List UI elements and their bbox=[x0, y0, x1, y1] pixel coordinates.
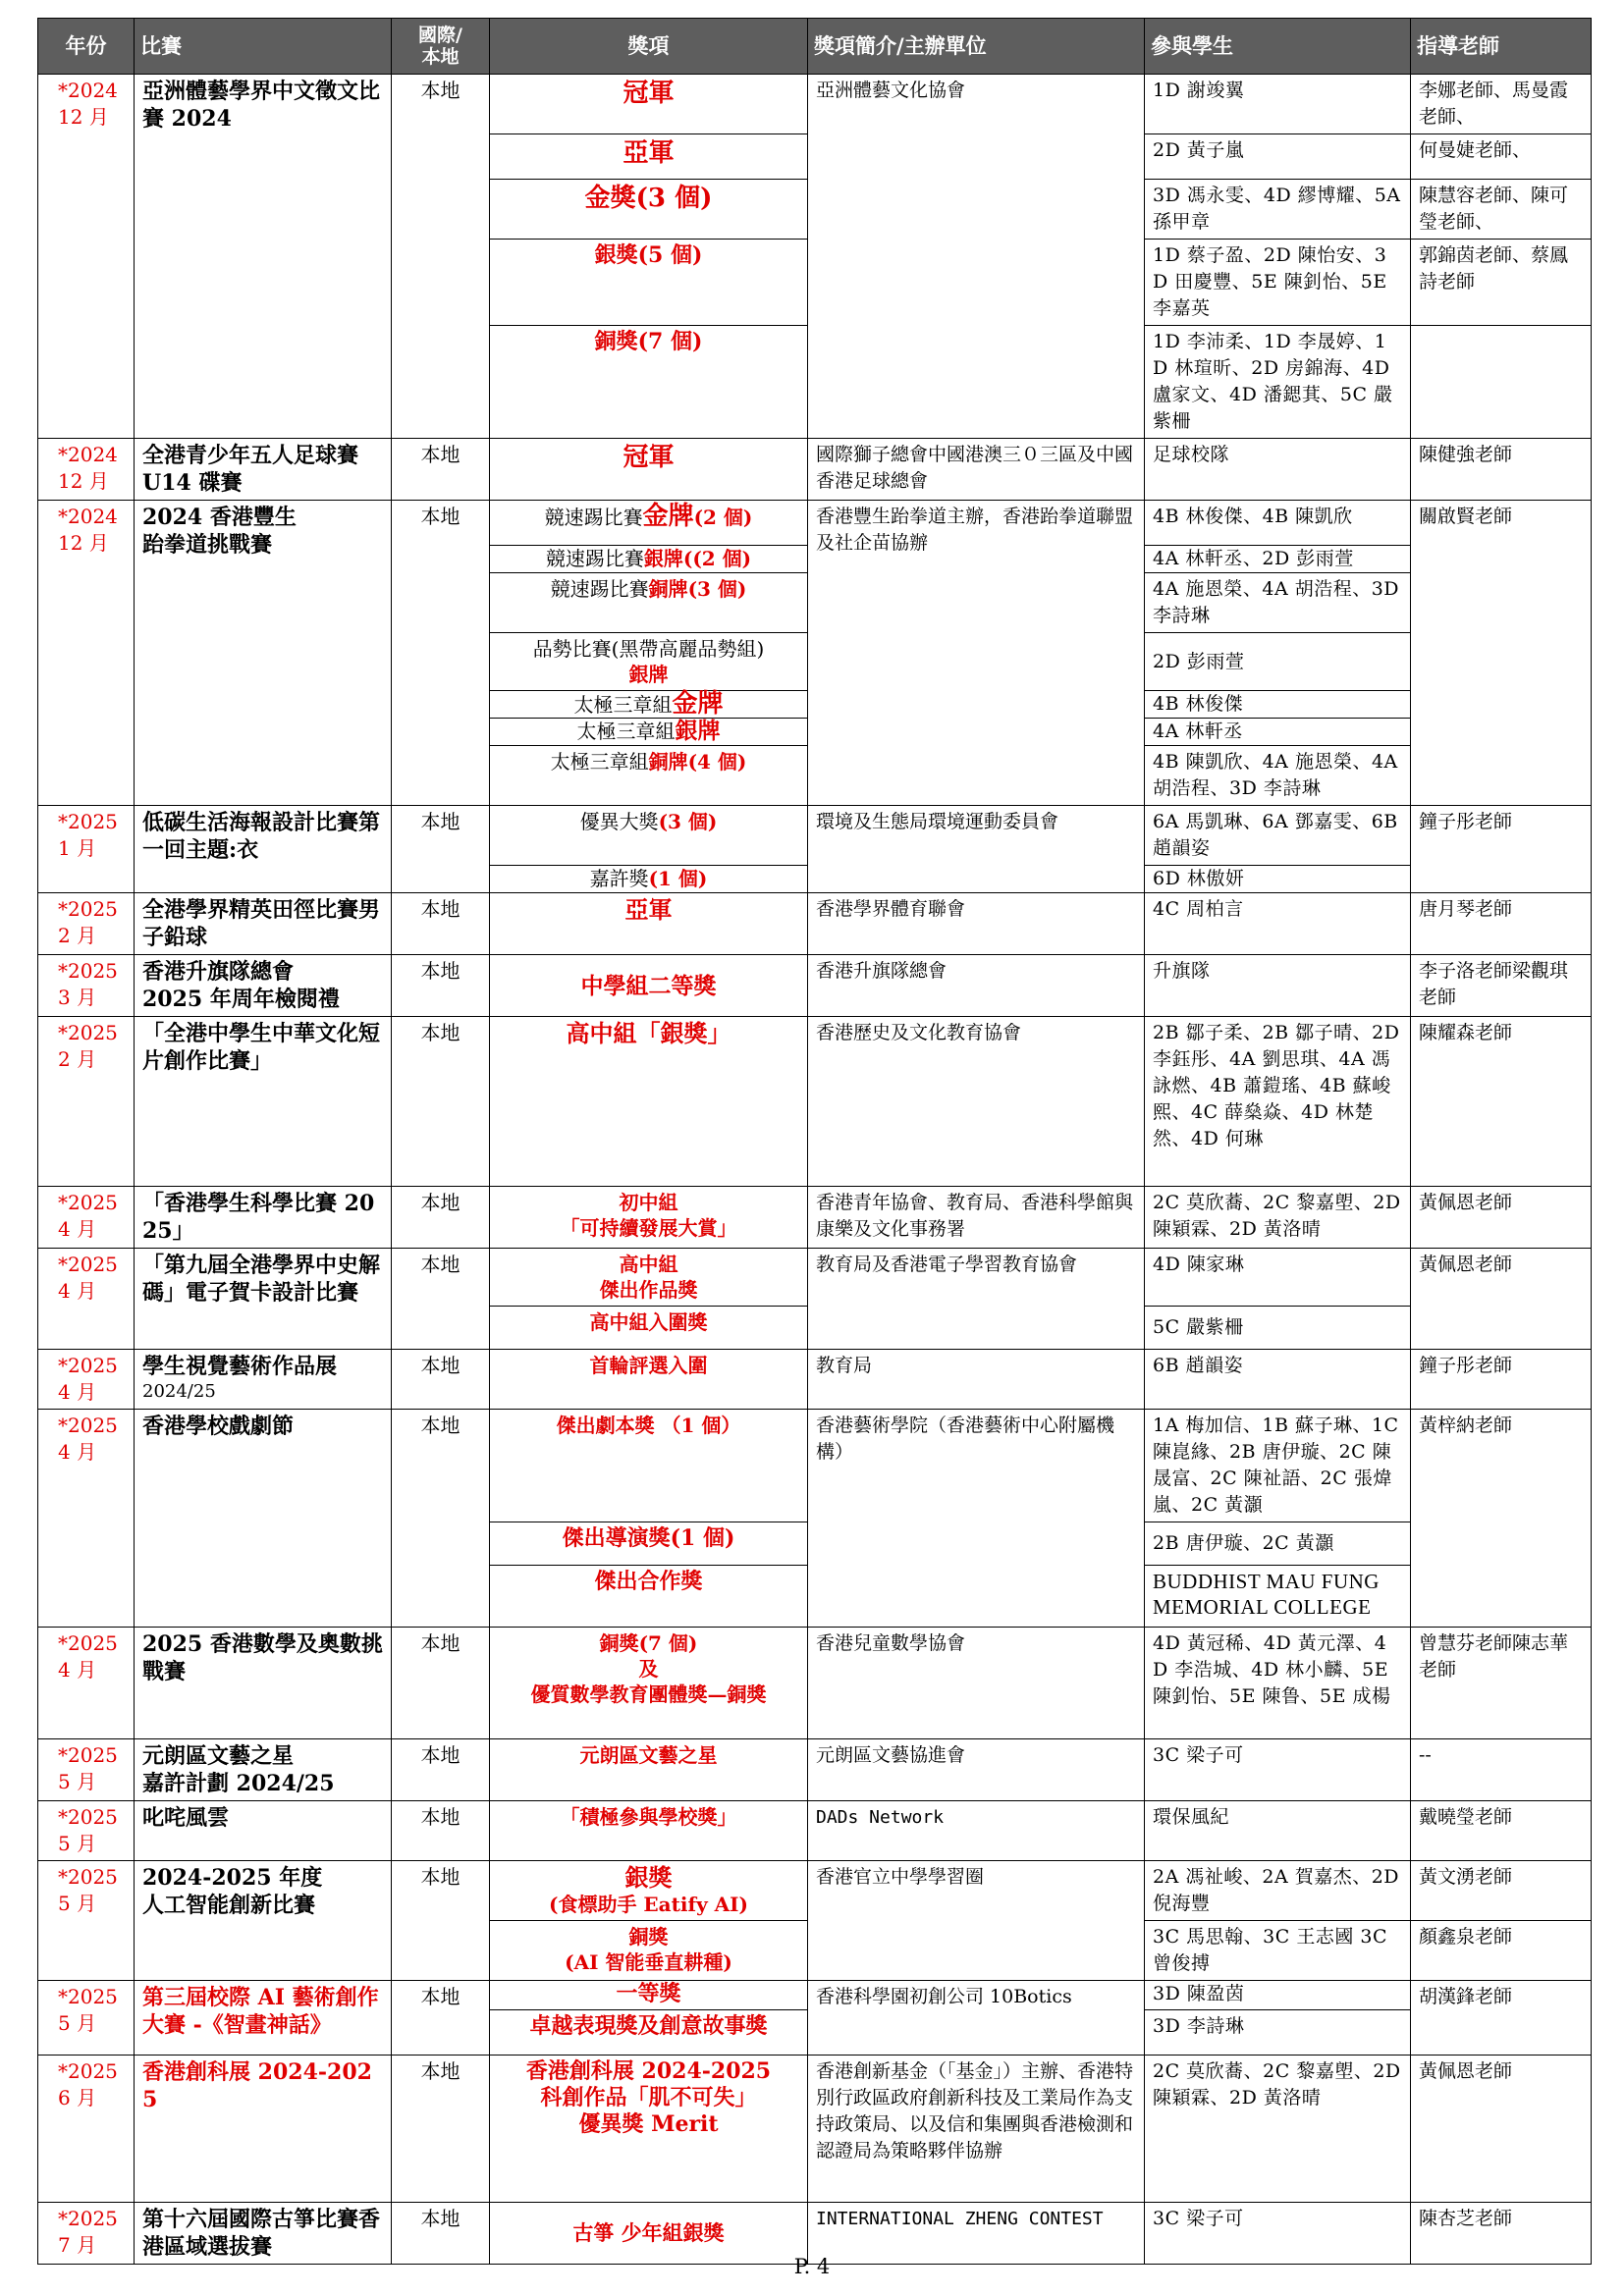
students-cell: 6A 馬凱琳、6A 鄧嘉雯、6B 趙韻姿 bbox=[1145, 806, 1411, 866]
table-row bbox=[38, 501, 1592, 546]
students-cell: 3D 李詩琳 bbox=[1145, 2010, 1411, 2056]
award-cell bbox=[490, 2056, 808, 2203]
date-cell bbox=[38, 1187, 135, 1249]
award-cell bbox=[490, 746, 808, 806]
award-cell: 銀獎(5 個) bbox=[490, 240, 808, 326]
students-cell: 2C 莫欣蕎、2C 黎嘉塱、2D 陳穎霖、2D 黃洛晴 bbox=[1145, 1187, 1411, 1249]
competition-name: 「第九屆全港學界中史解碼」電子賀卡設計比賽 bbox=[135, 1249, 392, 1350]
award-highlight: 金牌 bbox=[642, 502, 694, 531]
competition-name: 亞洲體藝學界中文徵文比賽 2024 bbox=[135, 75, 392, 439]
scope-cell: 本地 bbox=[392, 501, 490, 806]
organizer-cell: 環境及生態局環境運動委員會 bbox=[808, 806, 1145, 893]
competition-name bbox=[135, 1350, 392, 1410]
organizer-cell: 香港科學園初創公司 10Botics bbox=[808, 1981, 1145, 2056]
awards-document bbox=[37, 18, 1591, 2265]
competition-name-line: 2024-2025 年度 bbox=[142, 1865, 323, 1891]
award-count: (1 個) bbox=[648, 867, 708, 890]
scope-cell: 本地 bbox=[392, 1249, 490, 1350]
students-cell: 4D 黃冠稀、4D 黃元澤、4D 李浩城、4D 林小麟、5E 陳釗怡、5E 陳鲁、5E 成楊 bbox=[1145, 1628, 1411, 1739]
competition-name-line: 學生視覺藝術作品展 bbox=[142, 1354, 338, 1379]
date-month: 4 月 bbox=[58, 1440, 97, 1464]
scope-cell: 本地 bbox=[392, 1350, 490, 1410]
organizer-cell: 香港創新基金（「基金」）主辦、香港特別行政區政府創新科技及工業局作為支持政策局、以及信和集團與香港檢測和認證局為策略夥伴協辦 bbox=[808, 2056, 1145, 2203]
competition-name: 全港學界精英田徑比賽男子鉛球 bbox=[135, 893, 392, 955]
award-prefix: 太極三章組 bbox=[576, 720, 676, 743]
date-year: *2025 bbox=[58, 2059, 118, 2083]
award-cell bbox=[490, 1921, 808, 1981]
award-line: 及 bbox=[638, 1657, 659, 1681]
competition-name-line: 香港升旗隊總會 bbox=[142, 959, 295, 985]
organizer-cell: 香港青年協會、教育局、香港科學館與康樂及文化事務署 bbox=[808, 1187, 1145, 1249]
table-row bbox=[38, 2056, 1592, 2203]
table-row bbox=[38, 1628, 1592, 1739]
date-cell bbox=[38, 1350, 135, 1410]
date-year: *2024 bbox=[58, 79, 118, 102]
award-line: 優異獎 Merit bbox=[578, 2111, 719, 2137]
organizer-cell: 香港豐生跆拳道主辦，香港跆拳道聯盟及社企苗協辦 bbox=[808, 501, 1145, 806]
students-cell: 足球校隊 bbox=[1145, 439, 1411, 501]
teachers-cell: 郭錦茵老師、蔡鳳詩老師 bbox=[1411, 240, 1592, 326]
table-row bbox=[38, 806, 1592, 866]
teachers-cell bbox=[1411, 326, 1592, 439]
award-highlight: 銀牌 bbox=[628, 663, 669, 686]
teachers-cell: 陳杏芝老師 bbox=[1411, 2203, 1592, 2265]
scope-cell: 本地 bbox=[392, 2203, 490, 2265]
date-month: 6 月 bbox=[58, 2086, 97, 2109]
teachers-cell: 黃佩恩老師 bbox=[1411, 2056, 1592, 2203]
award-line: 高中組 bbox=[619, 1253, 678, 1276]
teachers-cell: 唐月琴老師 bbox=[1411, 893, 1592, 955]
date-cell bbox=[38, 1628, 135, 1739]
award-cell: 金獎(3 個) bbox=[490, 180, 808, 240]
teachers-cell: 顏鑫泉老師 bbox=[1411, 1921, 1592, 1981]
date-month: 2 月 bbox=[58, 1047, 97, 1071]
award-count: ((2 個) bbox=[682, 547, 752, 570]
table-row bbox=[38, 955, 1592, 1017]
students-cell: 4D 陳家琳 bbox=[1145, 1249, 1411, 1307]
award-line: 「可持續發展大賞」 bbox=[560, 1216, 737, 1240]
students-cell: 1D 蔡子盈、2D 陳怡安、3D 田慶豐、5E 陳釗怡、5E 李嘉英 bbox=[1145, 240, 1411, 326]
award-cell bbox=[490, 1628, 808, 1739]
award-cell: 中學組二等獎 bbox=[490, 955, 808, 1017]
award-prefix: 太極三章組 bbox=[550, 750, 649, 774]
award-cell bbox=[490, 691, 808, 719]
students-cell: 4A 林軒丞、2D 彭雨萱 bbox=[1145, 546, 1411, 573]
date-cell bbox=[38, 1410, 135, 1628]
organizer-cell: 亞洲體藝文化協會 bbox=[808, 75, 1145, 439]
award-count: (3 個) bbox=[687, 577, 747, 601]
award-prefix: 競速踢比賽 bbox=[544, 506, 643, 529]
date-year: *2025 bbox=[58, 1021, 118, 1044]
date-cell bbox=[38, 501, 135, 806]
date-month: 5 月 bbox=[58, 1892, 97, 1915]
table-row bbox=[38, 1410, 1592, 1522]
date-year: *2025 bbox=[58, 1631, 118, 1655]
award-cell bbox=[490, 501, 808, 546]
table-row bbox=[38, 893, 1592, 955]
students-cell: 3D 陳盈茵 bbox=[1145, 1981, 1411, 2010]
header-scope-line1: 國際/ bbox=[418, 25, 462, 46]
award-cell: 「積極參與學校獎」 bbox=[490, 1801, 808, 1861]
award-line: 傑出作品獎 bbox=[599, 1278, 698, 1302]
award-cell: 一等獎 bbox=[490, 1981, 808, 2010]
date-year: *2025 bbox=[58, 1985, 118, 2008]
date-year: *2025 bbox=[58, 1191, 118, 1214]
competition-name: 香港創科展 2024-2025 bbox=[135, 2056, 392, 2203]
competition-name-line: 元朗區文藝之星 bbox=[142, 1743, 295, 1769]
date-cell bbox=[38, 806, 135, 893]
award-cell: 亞軍 bbox=[490, 134, 808, 180]
competition-name: 香港學校戲劇節 bbox=[135, 1410, 392, 1628]
students-cell: 3C 梁子可 bbox=[1145, 1739, 1411, 1801]
award-cell bbox=[490, 719, 808, 746]
award-prefix: 競速踢比賽 bbox=[550, 577, 649, 601]
table-row bbox=[38, 1249, 1592, 1307]
table-row bbox=[38, 1861, 1592, 1921]
competition-name: 低碳生活海報設計比賽第一回主題:衣 bbox=[135, 806, 392, 893]
competition-name: 全港青少年五人足球賽 U14 碟賽 bbox=[135, 439, 392, 501]
students-cell: 1A 梅加信、1B 蘇子琳、1C 陳崑緣、2B 唐伊璇、2C 陳晟富、2C 陳祉語、2C 張煒嵐、2C 黃灝 bbox=[1145, 1410, 1411, 1522]
date-cell bbox=[38, 2056, 135, 2203]
award-prefix: 品勢比賽(黑帶高麗品勢組) bbox=[532, 637, 765, 661]
organizer-cell: DADs Network bbox=[808, 1801, 1145, 1861]
date-year: *2025 bbox=[58, 959, 118, 983]
header-award: 獎項 bbox=[490, 19, 808, 75]
competition-name bbox=[135, 501, 392, 806]
date-month: 5 月 bbox=[58, 2011, 97, 2035]
date-month: 1 月 bbox=[58, 836, 97, 860]
table-row bbox=[38, 439, 1592, 501]
scope-cell: 本地 bbox=[392, 1981, 490, 2056]
date-cell bbox=[38, 893, 135, 955]
date-year: *2025 bbox=[58, 1743, 118, 1767]
organizer-cell: 香港兒童數學協會 bbox=[808, 1628, 1145, 1739]
teachers-cell: 鐘子彤老師 bbox=[1411, 806, 1592, 893]
scope-cell: 本地 bbox=[392, 1628, 490, 1739]
students-cell: 2D 黃子嵐 bbox=[1145, 134, 1411, 180]
date-cell bbox=[38, 1861, 135, 1981]
competition-name: 「全港中學生中華文化短片創作比賽」 bbox=[135, 1017, 392, 1187]
date-cell bbox=[38, 1801, 135, 1861]
organizer-cell: 香港藝術學院（香港藝術中心附屬機構） bbox=[808, 1410, 1145, 1628]
award-line: (食標助手 Eatify AI) bbox=[549, 1893, 748, 1916]
header-year: 年份 bbox=[38, 19, 135, 75]
organizer-cell: 香港升旗隊總會 bbox=[808, 955, 1145, 1017]
teachers-cell: 黃梓納老師 bbox=[1411, 1410, 1592, 1628]
award-line: 香港創科展 2024-2025 bbox=[525, 2058, 772, 2084]
award-line: 優質數學教育團體獎—銅獎 bbox=[530, 1682, 767, 1706]
award-cell: 冠軍 bbox=[490, 75, 808, 134]
award-highlight: 銀牌 bbox=[643, 547, 683, 570]
scope-cell: 本地 bbox=[392, 75, 490, 439]
date-month: 12 月 bbox=[58, 531, 109, 555]
award-prefix: 嘉許獎 bbox=[589, 867, 649, 890]
award-highlight: 銀牌 bbox=[675, 718, 721, 744]
teachers-cell: 李娜老師、馬曼霞老師、 bbox=[1411, 75, 1592, 134]
students-cell: 4B 林俊傑 bbox=[1145, 691, 1411, 719]
date-year: *2025 bbox=[58, 897, 118, 921]
awards-table bbox=[37, 18, 1592, 2265]
award-cell bbox=[490, 1249, 808, 1307]
competition-name-line: 2024/25 bbox=[142, 1381, 216, 1402]
date-year: *2025 bbox=[58, 1354, 118, 1377]
date-month: 7 月 bbox=[58, 2233, 97, 2257]
teachers-cell: 黃佩恩老師 bbox=[1411, 1249, 1592, 1350]
scope-cell: 本地 bbox=[392, 893, 490, 955]
date-month: 3 月 bbox=[58, 986, 97, 1009]
students-cell: 2B 唐伊璇、2C 黃灝 bbox=[1145, 1522, 1411, 1566]
award-cell bbox=[490, 546, 808, 573]
students-cell: 3C 馬思翰、3C 王志國 3C 曾俊搏 bbox=[1145, 1921, 1411, 1981]
date-cell bbox=[38, 955, 135, 1017]
award-cell: 傑出導演獎(1 個) bbox=[490, 1522, 808, 1566]
organizer-cell: 香港歷史及文化教育協會 bbox=[808, 1017, 1145, 1187]
students-cell: 4B 林俊傑、4B 陳凱欣 bbox=[1145, 501, 1411, 546]
table-row bbox=[38, 1981, 1592, 2010]
competition-name bbox=[135, 1861, 392, 1981]
table-row bbox=[38, 1801, 1592, 1861]
date-year: *2025 bbox=[58, 1865, 118, 1889]
award-cell: 傑出劇本獎 （1 個） bbox=[490, 1410, 808, 1522]
competition-name-line: 2025 年周年檢閱禮 bbox=[142, 987, 340, 1012]
teachers-cell: 李子洛老師梁觀琪老師 bbox=[1411, 955, 1592, 1017]
table-row bbox=[38, 1739, 1592, 1801]
award-cell: 卓越表現獎及創意故事獎 bbox=[490, 2010, 808, 2056]
organizer-cell: 元朗區文藝協進會 bbox=[808, 1739, 1145, 1801]
date-month: 12 月 bbox=[58, 105, 109, 129]
award-line: 銅獎(7 個) bbox=[599, 1631, 698, 1655]
header-row bbox=[38, 19, 1592, 75]
scope-cell: 本地 bbox=[392, 439, 490, 501]
table-row bbox=[38, 1350, 1592, 1410]
date-year: *2025 bbox=[58, 1414, 118, 1437]
teachers-cell: -- bbox=[1411, 1739, 1592, 1801]
award-cell: 高中組「銀獎」 bbox=[490, 1017, 808, 1187]
award-line: 銅獎 bbox=[628, 1925, 669, 1949]
date-cell bbox=[38, 75, 135, 439]
students-cell: 4C 周柏言 bbox=[1145, 893, 1411, 955]
students-cell: 2D 彭雨萱 bbox=[1145, 633, 1411, 691]
competition-name: 2025 香港數學及奧數挑戰賽 bbox=[135, 1628, 392, 1739]
date-cell bbox=[38, 1981, 135, 2056]
competition-name: 第十六屆國際古箏比賽香港區域選拔賽 bbox=[135, 2203, 392, 2265]
award-cell: 古箏 少年組銀獎 bbox=[490, 2203, 808, 2265]
scope-cell: 本地 bbox=[392, 2056, 490, 2203]
students-cell: 2B 鄒子柔、2B 鄒子晴、2D 李鈺彤、4A 劉思琪、4A 馮詠燃、4B 蕭鎧瑤、4B 蘇峻熙、4C 薛燊焱、4D 林楚然、4D 何琳 bbox=[1145, 1017, 1411, 1187]
teachers-cell: 陳健強老師 bbox=[1411, 439, 1592, 501]
competition-name: 叱咤風雲 bbox=[135, 1801, 392, 1861]
students-cell: 6D 林傲妍 bbox=[1145, 866, 1411, 893]
table-row bbox=[38, 75, 1592, 134]
organizer-cell: 香港學界體育聯會 bbox=[808, 893, 1145, 955]
date-year: *2025 bbox=[58, 2207, 118, 2230]
award-cell bbox=[490, 1187, 808, 1249]
students-cell: 4B 陳凱欣、4A 施恩榮、4A 胡浩程、3D 李詩琳 bbox=[1145, 746, 1411, 806]
teachers-cell: 關啟賢老師 bbox=[1411, 501, 1592, 806]
students-cell: 1D 謝竣翼 bbox=[1145, 75, 1411, 134]
header-organizer: 獎項簡介/主辦單位 bbox=[808, 19, 1145, 75]
scope-cell: 本地 bbox=[392, 1017, 490, 1187]
header-students: 參與學生 bbox=[1145, 19, 1411, 75]
page-number: P. 4 bbox=[793, 2255, 831, 2278]
students-cell: 1D 李沛柔、1D 李晟婷、1D 林瑄昕、2D 房錦海、4D 盧家文、4D 潘鍶萁、5C 嚴紫柵 bbox=[1145, 326, 1411, 439]
award-count: (4 個) bbox=[687, 750, 747, 774]
date-year: *2025 bbox=[58, 810, 118, 833]
date-cell bbox=[38, 1249, 135, 1350]
award-count: (3 個) bbox=[658, 810, 718, 833]
competition-name-line: 人工智能創新比賽 bbox=[142, 1893, 316, 1918]
competition-name-line: 2024 香港豐生 bbox=[142, 505, 297, 530]
organizer-cell: 香港官立中學學習圈 bbox=[808, 1861, 1145, 1981]
award-cell bbox=[490, 633, 808, 691]
organizer-cell: 教育局及香港電子學習教育協會 bbox=[808, 1249, 1145, 1350]
award-cell: 冠軍 bbox=[490, 439, 808, 501]
teachers-cell: 黃佩恩老師 bbox=[1411, 1187, 1592, 1249]
date-cell bbox=[38, 1739, 135, 1801]
scope-cell: 本地 bbox=[392, 1187, 490, 1249]
scope-cell: 本地 bbox=[392, 1410, 490, 1628]
award-line: 初中組 bbox=[619, 1191, 678, 1214]
teachers-cell: 陳慧容老師、陳可瑩老師、 bbox=[1411, 180, 1592, 240]
award-prefix: 太極三章組 bbox=[573, 693, 673, 717]
teachers-cell: 胡漢鋒老師 bbox=[1411, 1981, 1592, 2056]
award-prefix: 優異大獎 bbox=[579, 810, 659, 833]
date-month: 4 月 bbox=[58, 1279, 97, 1303]
competition-name-line: 跆拳道挑戰賽 bbox=[142, 532, 273, 558]
competition-name: 「香港學生科學比賽 2025」 bbox=[135, 1187, 392, 1249]
competition-name bbox=[135, 955, 392, 1017]
award-highlight: 銅牌 bbox=[648, 577, 688, 601]
students-cell: 2A 馮祉峻、2A 賀嘉杰、2D 倪海豐 bbox=[1145, 1861, 1411, 1921]
award-highlight: 銅牌 bbox=[648, 750, 688, 774]
award-cell: 元朗區文藝之星 bbox=[490, 1739, 808, 1801]
date-year: *2024 bbox=[58, 443, 118, 466]
award-line: (AI 智能垂直耕種) bbox=[565, 1950, 732, 1974]
teachers-cell: 鐘子彤老師 bbox=[1411, 1350, 1592, 1410]
header-scope bbox=[392, 19, 490, 75]
header-scope-line2: 本地 bbox=[421, 46, 460, 68]
award-count: (2 個) bbox=[693, 506, 753, 529]
award-line: 銀獎 bbox=[624, 1863, 673, 1892]
teachers-cell: 黃文湧老師 bbox=[1411, 1861, 1592, 1921]
date-cell bbox=[38, 1017, 135, 1187]
scope-cell: 本地 bbox=[392, 1801, 490, 1861]
award-cell: 亞軍 bbox=[490, 893, 808, 955]
date-month: 4 月 bbox=[58, 1658, 97, 1682]
award-cell bbox=[490, 806, 808, 866]
award-cell: 首輪評選入圍 bbox=[490, 1350, 808, 1410]
teachers-cell: 曾慧芬老師陳志華老師 bbox=[1411, 1628, 1592, 1739]
scope-cell: 本地 bbox=[392, 806, 490, 893]
scope-cell: 本地 bbox=[392, 955, 490, 1017]
header-teachers: 指導老師 bbox=[1411, 19, 1592, 75]
students-cell: 4A 林軒丞 bbox=[1145, 719, 1411, 746]
date-year: *2025 bbox=[58, 1253, 118, 1276]
scope-cell: 本地 bbox=[392, 1739, 490, 1801]
table-row bbox=[38, 1017, 1592, 1187]
competition-name: 第三屆校際 AI 藝術創作大賽 -《智畫神話》 bbox=[135, 1981, 392, 2056]
competition-name bbox=[135, 1739, 392, 1801]
students-cell: 2C 莫欣蕎、2C 黎嘉塱、2D 陳穎霖、2D 黃洛晴 bbox=[1145, 2056, 1411, 2203]
award-cell bbox=[490, 573, 808, 633]
students-cell: 5C 嚴紫柵 bbox=[1145, 1307, 1411, 1350]
header-competition: 比賽 bbox=[135, 19, 392, 75]
students-cell: 4A 施恩榮、4A 胡浩程、3D 李詩琳 bbox=[1145, 573, 1411, 633]
date-month: 2 月 bbox=[58, 924, 97, 947]
award-cell: 傑出合作獎 bbox=[490, 1566, 808, 1628]
date-year: *2024 bbox=[58, 505, 118, 528]
organizer-cell: 教育局 bbox=[808, 1350, 1145, 1410]
organizer-cell: INTERNATIONAL ZHENG CONTEST bbox=[808, 2203, 1145, 2265]
students-cell: BUDDHIST MAU FUNG MEMORIAL COLLEGE bbox=[1145, 1566, 1411, 1628]
organizer-cell: 國際獅子總會中國港澳三０三區及中國香港足球總會 bbox=[808, 439, 1145, 501]
teachers-cell: 陳耀森老師 bbox=[1411, 1017, 1592, 1187]
date-month: 4 月 bbox=[58, 1380, 97, 1404]
table-row bbox=[38, 1187, 1592, 1249]
date-month: 5 月 bbox=[58, 1770, 97, 1793]
date-month: 4 月 bbox=[58, 1217, 97, 1241]
scope-cell: 本地 bbox=[392, 1861, 490, 1981]
students-cell: 環保風紀 bbox=[1145, 1801, 1411, 1861]
award-highlight: 金牌 bbox=[672, 689, 724, 719]
award-line: 科創作品「肌不可失」 bbox=[540, 2085, 757, 2110]
students-cell: 升旗隊 bbox=[1145, 955, 1411, 1017]
date-cell bbox=[38, 439, 135, 501]
award-cell bbox=[490, 1861, 808, 1921]
date-month: 12 月 bbox=[58, 469, 109, 493]
teachers-cell: 何曼婕老師、 bbox=[1411, 134, 1592, 180]
competition-name-line: 嘉許計劃 2024/25 bbox=[142, 1771, 335, 1796]
award-cell: 銅獎(7 個) bbox=[490, 326, 808, 439]
students-cell: 3D 馮永雯、4D 繆博耀、5A 孫甲章 bbox=[1145, 180, 1411, 240]
date-year: *2025 bbox=[58, 1805, 118, 1829]
award-cell: 高中組入圍獎 bbox=[490, 1307, 808, 1350]
students-cell: 3C 梁子可 bbox=[1145, 2203, 1411, 2265]
teachers-cell: 戴曉瑩老師 bbox=[1411, 1801, 1592, 1861]
date-month: 5 月 bbox=[58, 1832, 97, 1855]
award-cell bbox=[490, 866, 808, 893]
students-cell: 6B 趙韻姿 bbox=[1145, 1350, 1411, 1410]
award-prefix: 競速踢比賽 bbox=[545, 547, 644, 570]
